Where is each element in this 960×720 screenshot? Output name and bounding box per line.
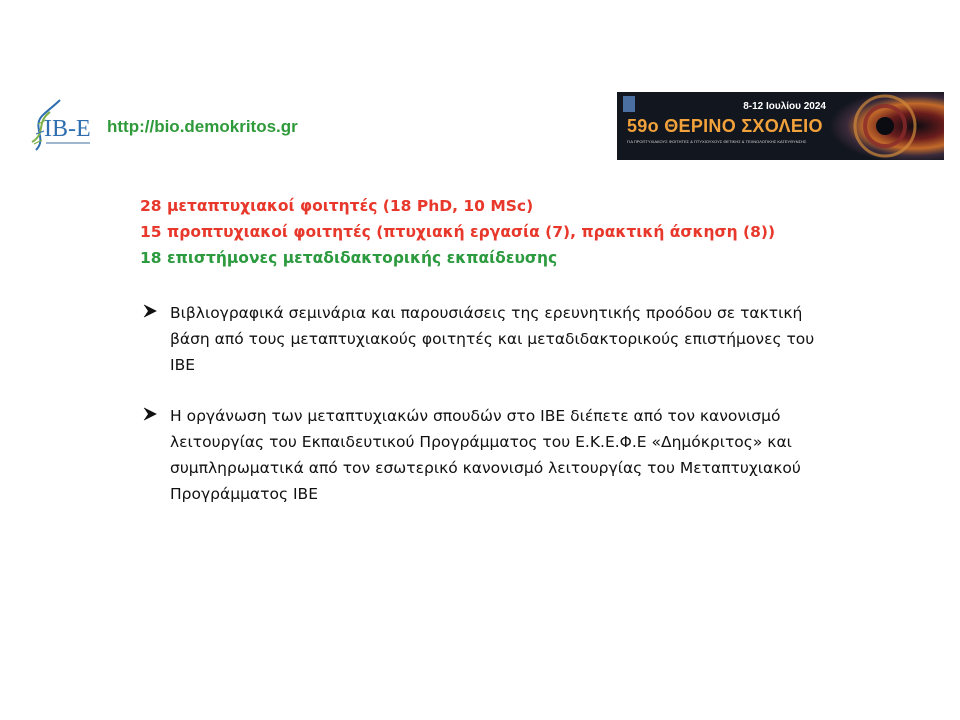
- bullet-text: Βιβλιογραφικά σεμινάρια και παρουσιάσεις της ερευνητικής προόδου σε τακτική βάση από τους μεταπτυχιακούς φοιτητές και μεταδιδακτορικούς επιστήμονες του ΙΒΕ: [170, 304, 815, 374]
- ibe-logo: [26, 98, 102, 154]
- bullet-list: [143, 300, 843, 532]
- list-item: [143, 403, 843, 507]
- dna-helix-icon: [26, 98, 102, 154]
- stat-undergraduate: 15 προπτυχιακοί φοιτητές (πτυχιακή εργασία (7), πρακτική άσκηση (8)): [140, 223, 776, 241]
- list-item: [143, 300, 843, 378]
- website-url[interactable]: http://bio.demokritos.gr: [107, 117, 298, 136]
- summer-school-banner: [617, 92, 944, 160]
- banner-subtitle: ΓΙΑ ΠΡΟΠΤΥΧΙΑΚΟΥΣ ΦΟΙΤΗΤΕΣ & ΠΤΥΧΙΟΥΧΟΥΣ ΘΕΤΙΚΗΣ & ΤΕΧΝΟΛΟΓΙΚΗΣ ΚΑΤΕΥΘΥΝΣΗΣ: [627, 139, 807, 144]
- stat-postgraduate: 28 μεταπτυχιακοί φοιτητές (18 PhD, 10 MSc): [140, 197, 534, 215]
- stat-postdoc: 18 επιστήμονες μεταδιδακτορικής εκπαίδευσης: [140, 249, 558, 267]
- stats-block: [140, 193, 775, 271]
- arrow-bullet-icon: [143, 407, 157, 421]
- banner-date: 8-12 Ιουλίου 2024: [743, 101, 826, 112]
- svg-text:IB-E: IB-E: [44, 116, 91, 142]
- banner-title: 59ο ΘΕΡΙΝΟ ΣΧΟΛΕΙΟ: [627, 116, 823, 136]
- bullet-text: Η οργάνωση των μεταπτυχιακών σπουδών στο ΙΒΕ διέπετε από τον κανονισμό λειτουργίας του Εκπαιδευτικού Προγράμματος του Ε.Κ.Ε.Φ.Ε «Δημόκριτος» και συμπληρωματικά από τον εσωτερικό κανονισμό λειτουργίας του Μεταπτυχιακού Προγράμματος ΙΒΕ: [170, 407, 801, 503]
- arrow-bullet-icon: [143, 304, 157, 318]
